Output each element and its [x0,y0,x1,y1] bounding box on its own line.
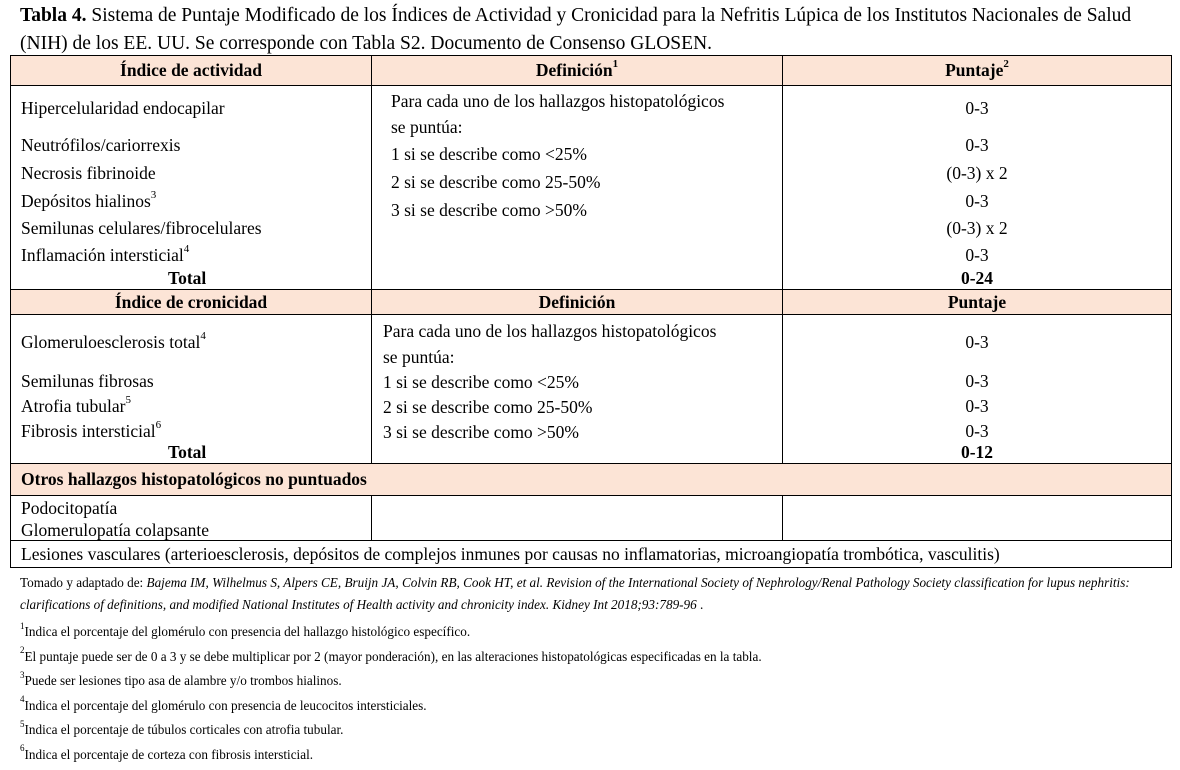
chronicity-total-value: 0-12 [960,442,994,462]
chronicity-definition-line: se puntúa: [383,347,455,367]
activity-definition-line: 3 si se describe como >50% [391,200,588,220]
chronicity-item: Semilunas fibrosas [21,371,154,391]
other-items-row [11,496,1172,541]
activity-definition-line: 2 si se describe como 25-50% [391,172,601,192]
activity-score-header [783,56,1172,86]
activity-item: Necrosis fibrinoide [21,163,156,183]
caption-text: Sistema de Puntaje Modificado de los Índices de Actividad y Cronicidad para la Nefritis Lúpica de los Institutos Nacionales de Salud (NIH) de los EE. UU. Se corresponde con Tabla S2. Documento de Consenso GLOSEN. [20,5,1132,54]
source-citation: Bajema IM, Wilhelmus S, Alpers CE, Bruijn JA, Colvin RB, Cook HT, et al. Revision of the International Society of Nephrology/Renal Pathology Society classification for lupus nephritis: clarifications of definitions, and modified National Institutes of Health activity and chronicity index. Kidney Int 2018;93:789-96 [20,575,1130,612]
footnote: $^2$El puntaje puede ser de 0 a 3 y se debe multiplicar por 2 (mayor ponderación), en las alteraciones histopatológicas especificadas en la tabla. [20,645,762,664]
activity-score: 0-3 [965,135,989,155]
chronicity-definition-line: Para cada uno de los hallazgos histopatológicos [383,321,717,341]
chronicity-item: Glomeruloesclerosis total$^4$ [21,330,206,352]
activity-total-label: Total [168,268,207,288]
activity-header-row [11,56,1172,86]
scoring-table [10,55,1172,568]
activity-item: Inflamación intersticial$^4$ [21,243,190,265]
activity-definition-header [372,56,783,86]
chronicity-header-row [11,290,1172,315]
activity-definition-line: se puntúa: [391,117,463,137]
other-item: Podocitopatía [21,498,118,518]
activity-definition-cell [372,86,783,290]
activity-item: Neutrófilos/cariorrexis [21,135,181,155]
vascular-row [11,541,1172,568]
chronicity-definition-line: 3 si se describe como >50% [383,422,580,442]
activity-score: (0-3) x 2 [946,163,1008,183]
chronicity-item: Atrofia tubular$^5$ [21,394,131,416]
footnote: $^3$Puede ser lesiones tipo asa de alambre y/o trombos hialinos. [20,669,342,688]
footnote: $^4$Indica el porcentaje del glomérulo con presencia de leucocitos intersticiales. [20,694,427,713]
chronicity-definition-header: Definición [372,290,783,315]
other-empty-cell [783,496,1172,541]
chronicity-body-row [11,315,1172,464]
chronicity-definition-cell [372,315,783,464]
chronicity-score-header: Puntaje [783,290,1172,315]
chronicity-score-cell [783,315,1172,464]
activity-total-value: 0-24 [960,268,994,288]
activity-definition-header-sup: 1 [612,58,619,71]
activity-item: Depósitos hialinos$^3$ [21,189,157,211]
chronicity-index-header: Índice de cronicidad [11,290,372,315]
activity-definition-line: Para cada uno de los hallazgos histopatológicos [391,91,725,111]
activity-definition-header-text: Definición [535,60,613,80]
activity-score-cell [783,86,1172,290]
chronicity-score: 0-3 [965,371,989,391]
caption-label: Tabla 4. [20,5,87,26]
activity-score: 0-3 [965,245,989,265]
chronicity-items-cell [11,315,372,464]
activity-score-header-text: Puntaje [945,60,1004,80]
vascular-lesions: Lesiones vasculares (arterioesclerosis, depósitos de complejos inmunes por causas no inflamatorias, microangiopatía trombótica, vasculitis) [11,541,1172,568]
other-items-cell [11,496,372,541]
other-findings-header: Otros hallazgos histopatológicos no puntuados [11,464,1172,496]
other-header-row [11,464,1172,496]
chronicity-total-label: Total [168,442,207,462]
activity-definition-line: 1 si se describe como <25% [391,144,588,164]
other-empty-cell [372,496,783,541]
chronicity-score: 0-3 [965,396,989,416]
activity-score-header-sup: 2 [1003,58,1009,71]
source-note: Tomado y adaptado de: Bajema IM, Wilhelmus S, Alpers CE, Bruijn JA, Colvin RB, Cook HT, et al. Revision of the International Society of Nephrology/Renal Pathology Society classification for lupus nephritis: clarifications of definitions, and modified National Institutes of Health activity and chronicity index. Kidney Int 2018;93:789-96 . [20,575,1130,612]
activity-index-header: Índice de actividad [11,56,372,86]
chronicity-item: Fibrosis intersticial$^6$ [21,419,162,441]
footnote: $^1$Indica el porcentaje del glomérulo con presencia del hallazgo histológico específico. [20,620,471,639]
activity-score: (0-3) x 2 [946,218,1008,238]
activity-items-cell [11,86,372,290]
activity-item: Hipercelularidad endocapilar [21,98,225,118]
table-notes [20,572,1170,767]
activity-score: 0-3 [965,191,989,211]
footnote: $^6$Indica el porcentaje de corteza con fibrosis intersticial. [20,743,314,762]
chronicity-score: 0-3 [965,332,989,352]
activity-item: Semilunas celulares/fibrocelulares [21,218,262,238]
chronicity-score: 0-3 [965,421,989,441]
chronicity-definition-line: 1 si se describe como <25% [383,372,580,392]
other-item: Glomerulopatía colapsante [21,520,210,540]
activity-body-row [11,86,1172,290]
activity-score: 0-3 [965,98,989,118]
chronicity-definition-line: 2 si se describe como 25-50% [383,397,593,417]
footnote: $^5$Indica el porcentaje de túbulos corticales con atrofia tubular. [20,718,344,737]
table-caption [20,2,1170,58]
